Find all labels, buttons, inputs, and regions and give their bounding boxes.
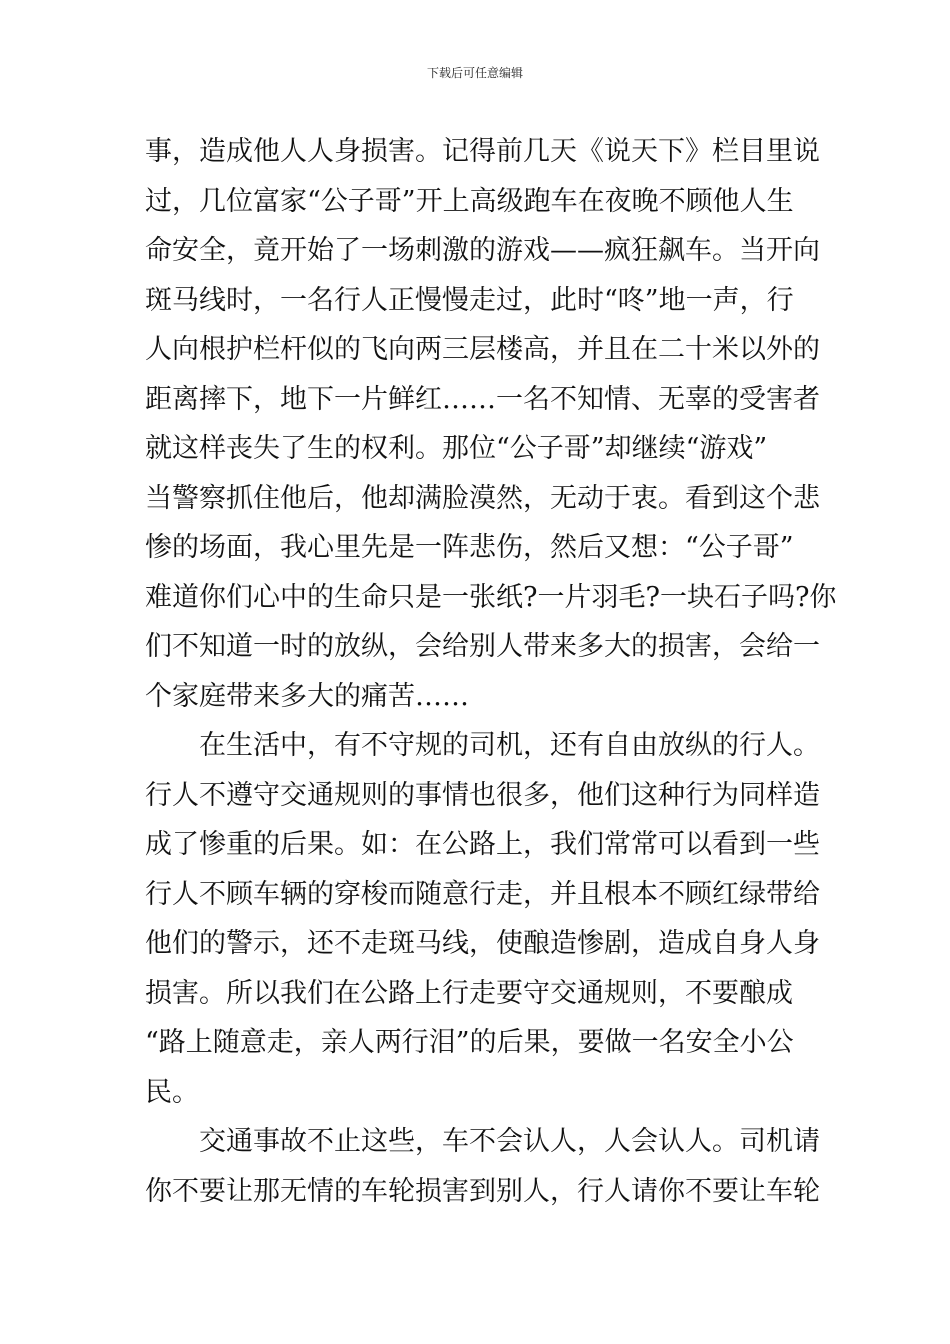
text-line: 他们的警示，还不走斑马线，使酿造惨剧，造成自身人身 bbox=[145, 928, 820, 959]
paragraph-start-line: 交通事故不止这些，车不会认人，人会认人。司机请 bbox=[199, 1126, 820, 1157]
paragraph-start-line: 在生活中，有不守规的司机，还有自由放纵的行人。 bbox=[199, 730, 820, 761]
text-line: 当警察抓住他后，他却满脸漠然，无动于衷。看到这个悲 bbox=[145, 482, 820, 514]
document-body bbox=[145, 127, 837, 1216]
text-line: 事，造成他人人身损害。记得前几天《说天下》栏目里说 bbox=[145, 136, 820, 167]
text-line: 们不知道一时的放纵，会给别人带来多大的损害，会给一 bbox=[145, 631, 820, 662]
text-line: 民。 bbox=[145, 1076, 199, 1108]
text-line: 命安全，竟开始了一场刺激的游戏——疯狂飙车。当开向 bbox=[145, 235, 820, 266]
text-line: 个家庭带来多大的痛苦…… bbox=[145, 680, 469, 712]
text-line: 你不要让那无情的车轮损害到别人，行人请你不要让车轮 bbox=[145, 1175, 820, 1207]
text-line: 行人不遵守交通规则的事情也很多，他们这种行为同样造 bbox=[145, 779, 820, 811]
text-line: 距离摔下，地下一片鲜红……一名不知情、无辜的受害者 bbox=[145, 383, 820, 415]
text-line: 成了惨重的后果。如：在公路上，我们常常可以看到一些 bbox=[145, 829, 820, 860]
text-line: 过，几位富家“公子哥”开上高级跑车在夜晚不顾他人生 bbox=[145, 185, 794, 217]
text-line: “路上随意走，亲人两行泪”的后果，要做一名安全小公 bbox=[145, 1027, 794, 1058]
text-line: 难道你们心中的生命只是一张纸?一片羽毛?一块石子吗?你 bbox=[145, 581, 837, 613]
text-line: 人向根护栏杆似的飞向两三层楼高，并且在二十米以外的 bbox=[145, 334, 820, 365]
text-line: 行人不顾车辆的穿梭而随意行走，并且根本不顾红绿带给 bbox=[145, 878, 820, 910]
page-header: 下载后可任意编辑 bbox=[426, 66, 523, 80]
text-line: 损害。所以我们在公路上行走要守交通规则，不要酿成 bbox=[145, 977, 793, 1009]
text-line: 惨的场面，我心里先是一阵悲伤，然后又想：“公子哥” bbox=[145, 532, 794, 563]
text-line: 就这样丧失了生的权利。那位“公子哥”却继续“游戏” bbox=[145, 433, 768, 464]
text-line: 斑马线时，一名行人正慢慢走过，此时“咚”地一声，行 bbox=[145, 284, 794, 316]
